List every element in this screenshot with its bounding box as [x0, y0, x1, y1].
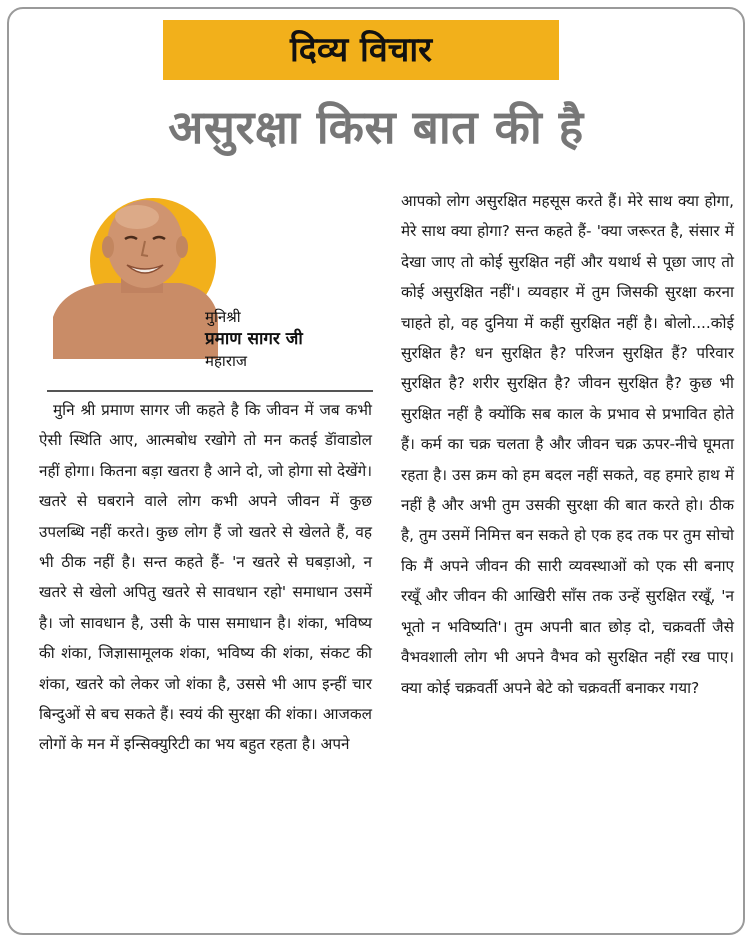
byline-divider: [47, 390, 373, 392]
article-headline: असुरक्षा किस बात की है: [168, 100, 584, 154]
portrait-image: [53, 189, 218, 359]
byline-prefix: मुनिश्री: [205, 308, 241, 326]
article-column-left: मुनि श्री प्रमाण सागर जी कहते है कि जीवन में जब कभी ऐसी स्थिति आए, आत्मबोध रखोगे तो मन कतई डॅांवाडोल नहीं होगा। कितना बड़ा खतरा है आने दो, जो होगा सो देखेंगे। खतरे से घबराने वाले लोग कभी अपने जीवन में कुछ उपलब्धि नहीं करते। कुछ लोग हैं जो खतरे से खेलते हैं, वह भी ठीक नहीं है। सन्त कहते हैं- 'न खतरे से घबड़ाओ, न खतरे से खेलो अपितु खतरे से सावधान रहो' समाधान उसमें है। जो सावधान है, उसी के पास समाधान है। शंका, भविष्य की शंका, जिज्ञासामूलक शंका, भविष्य की शंका, संकट की शंका, खतरे को लेकर जो शंका है, उससे भी आप इन्हीं चार बिन्दुओं से बच सकते हैं। स्वयं की सुरक्षा की शंका। आजकल लोगों के मन में इन्सिक्युरिटी का भय बहुत रहता है। अपने: [39, 401, 372, 754]
article-column-right: आपको लोग असुरक्षित महसूस करते हैं। मेरे साथ क्या होगा, मेरे साथ क्या होगा? सन्त कहते हैं- 'क्या जरूरत है, संसार में देखा जाए तो कोई सुरक्षित नहीं और यथार्थ से पूछा जाए तो कोई असुरक्षित नहीं'। व्यवहार में तुम जिसकी सुरक्षा करना चाहते हो, वह दुनिया में कहीं सुरक्षित नहीं है। बोलो....कोई सुरक्षित है? धन सुरक्षित है? परिजन सुरक्षित हैं? परिवार सुरक्षित है? शरीर सुरक्षित है? जीवन सुरक्षित है? कुछ भी सुरक्षित नहीं है क्योंकि सब काल के प्रभाव से प्रभावित होते हैं। कर्म का चक्र चलता है और जीवन चक्र ऊपर-नीचे घूमता रहता है। उस क्रम को हम बदल नहीं सकते, वह हमारे हाथ में नहीं है और अभी तुम उसकी सुरक्षा की बात करते हो। ठीक है, तुम उसमें निमित्त बन सकते हो एक हद तक पर तुम सोचो कि मैं अपने जीवन की सारी व्यवस्थाओं को एक सी बनाए रखूँ और जीवन की आखिरी साँस तक उन्हें सुरक्षित रखूँ, 'न भूतो न भविष्यति'। तुम अपनी बात छोड़ दो, चक्रवर्ती जैसे वैभवशाली लोग भी अपने वैभव को सुरक्षित नहीं रख पाए। क्या कोई चक्रवर्ती अपने बेटे को चक्रवर्ती बनाकर गया?: [401, 192, 734, 697]
author-portrait: [53, 189, 218, 359]
section-label: दिव्य विचार: [289, 30, 433, 70]
byline-suffix: महाराज: [205, 352, 247, 370]
author-byline: [205, 307, 375, 371]
article-frame: [7, 7, 745, 935]
author-name: प्रमाण सागर जी: [205, 329, 303, 349]
section-banner: [163, 20, 559, 80]
